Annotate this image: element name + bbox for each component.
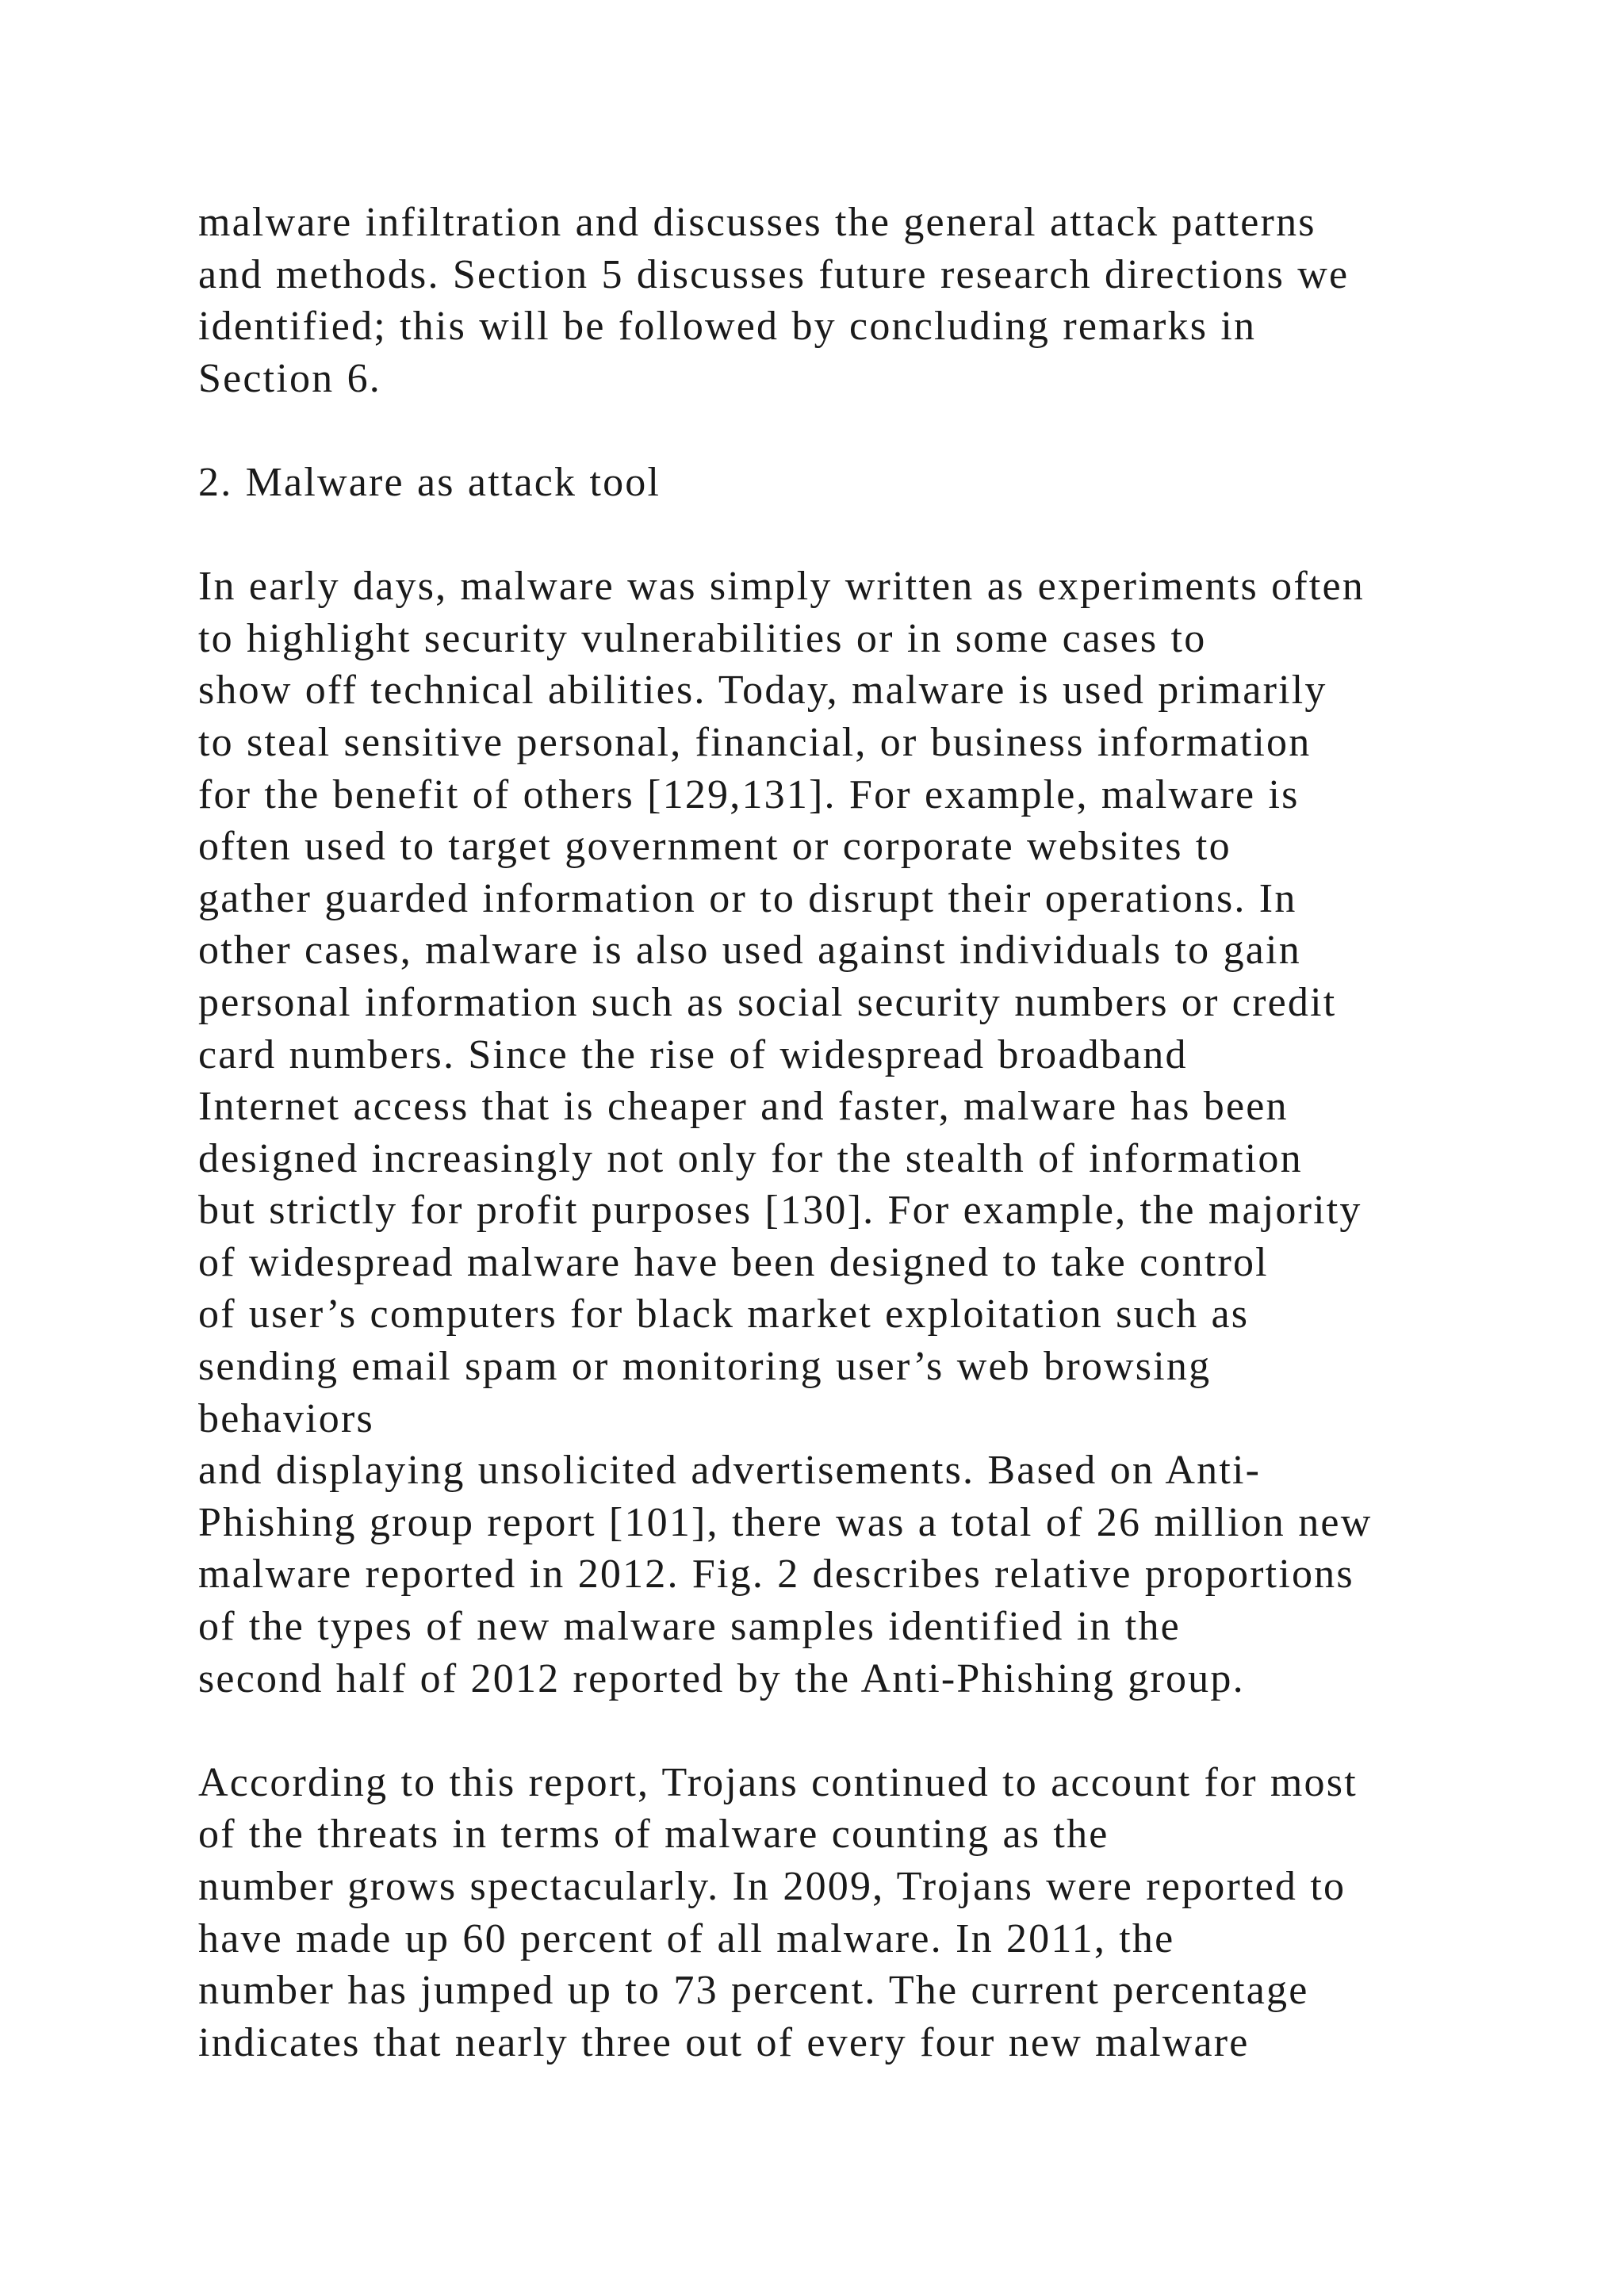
text-line: Section 6. (198, 355, 381, 401)
text-line: other cases, malware is also used against individuals to gain (198, 928, 1301, 974)
text-line: of the types of new malware samples identified in the (198, 1604, 1181, 1650)
paragraph-intro (198, 197, 1546, 404)
text-line: number grows spectacularly. In 2009, Trojans were reported to (198, 1864, 1346, 1909)
text-line: for the benefit of others [129,131]. For example, malware is (198, 771, 1300, 817)
text-line: of the threats in terms of malware counting as the (198, 1812, 1109, 1858)
paragraph-trojans-report (198, 1757, 1546, 2069)
text-line: sending email spam or monitoring user’s web browsing (198, 1344, 1212, 1390)
text-line: indicates that nearly three out of every four new malware (198, 2019, 1250, 2065)
text-line: to highlight security vulnerabilities or in some cases to (198, 615, 1207, 661)
text-line: malware reported in 2012. Fig. 2 describes relative proportions (198, 1552, 1354, 1598)
text-line: identified; this will be followed by concluding remarks in (198, 304, 1257, 350)
text-line: card numbers. Since the rise of widespread broadband (198, 1031, 1188, 1077)
text-line: According to this report, Trojans continued to account for most (198, 1759, 1358, 1805)
text-line: have made up 60 percent of all malware. In 2011, the (198, 1915, 1175, 1961)
text-line: and displaying unsolicited advertisements. Based on Anti- (198, 1448, 1262, 1494)
paragraph-gap (198, 509, 1546, 561)
paragraph-malware-attack-tool (198, 561, 1546, 1705)
text-line: but strictly for profit purposes [130]. For example, the majority (198, 1188, 1362, 1234)
text-line: malware infiltration and discusses the general attack patterns (198, 200, 1316, 245)
text-line: of user’s computers for black market exploitation such as (198, 1292, 1250, 1337)
section-heading: 2. Malware as attack tool (198, 459, 661, 505)
text-line: of widespread malware have been designed to take control (198, 1239, 1269, 1285)
text-line: designed increasingly not only for the stealth of information (198, 1135, 1303, 1181)
paragraph-gap (198, 1705, 1546, 1757)
text-line: gather guarded information or to disrupt their operations. In (198, 875, 1297, 921)
text-line: Internet access that is cheaper and faster, malware has been (198, 1084, 1289, 1130)
text-line: behaviors (198, 1395, 374, 1441)
text-line: and methods. Section 5 discusses future research directions we (198, 251, 1350, 297)
paragraph-gap (198, 404, 1546, 457)
text-line: In early days, malware was simply written as experiments often (198, 564, 1365, 610)
text-line: Phishing group report [101], there was a total of 26 million new (198, 1499, 1373, 1545)
document-text-body (198, 197, 1546, 2068)
text-line: often used to target government or corporate websites to (198, 824, 1231, 870)
text-line: to steal sensitive personal, financial, or business information (198, 719, 1312, 765)
text-line: number has jumped up to 73 percent. The current percentage (198, 1968, 1309, 2014)
text-line: show off technical abilities. Today, malware is used primarily (198, 668, 1327, 714)
text-line: personal information such as social security numbers or credit (198, 979, 1337, 1025)
text-line: second half of 2012 reported by the Anti-Phishing group. (198, 1655, 1245, 1701)
